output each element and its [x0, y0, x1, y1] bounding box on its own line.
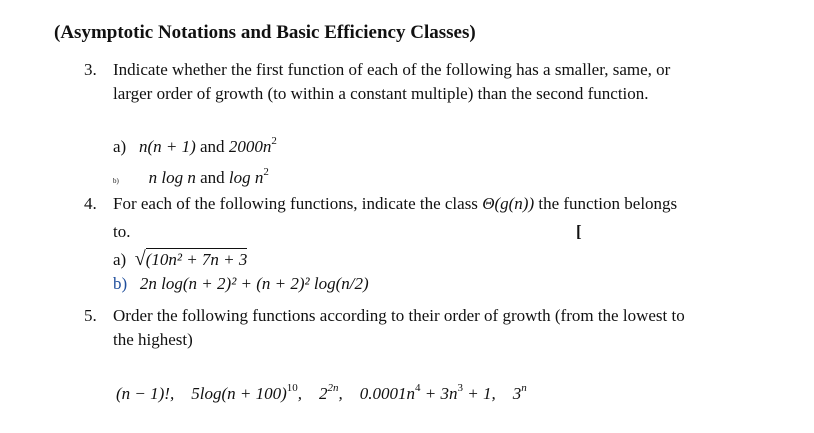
q4a-expr: (10n² + 7n + 3: [145, 250, 248, 269]
func-polynomial: $0.0001n^4 + 3n^3 + 1$,: [359, 382, 496, 403]
q3b-f2: $\log n^2$: [228, 166, 269, 187]
stray-bracket: [: [576, 222, 582, 241]
q5-number: 5.: [84, 306, 97, 325]
func-log-power: $5\log(n + 100)^{10}$,: [191, 382, 302, 403]
q3a-item: [113, 135, 277, 157]
q3b-and: and: [200, 168, 225, 187]
theta-notation: Θ(g(n)): [482, 194, 535, 213]
q3-line1: Indicate whether the first function of each of the following has a smaller, same, or: [113, 60, 671, 79]
q3b-label: b): [113, 177, 119, 185]
q4b-item: [113, 274, 369, 294]
func-factorial: (n − 1)!,: [116, 384, 175, 403]
q3b-item: [113, 166, 269, 188]
q5-functions: [116, 382, 527, 404]
q3a-label: a): [113, 137, 127, 156]
q5-line2: the highest): [113, 330, 193, 349]
q3b-f1: n log n: [148, 168, 196, 187]
func-double-exp: $2^{2n}$,: [319, 382, 343, 403]
q3-line2: larger order of growth (to within a constant multiple) than the second function.: [113, 84, 649, 103]
q3a-and: and: [200, 137, 225, 156]
section-heading: (Asymptotic Notations and Basic Efficiency Classes): [54, 22, 476, 43]
q4-line2: to.: [113, 222, 131, 241]
q4a-label: a): [113, 250, 127, 269]
q3a-f2: $2000n^2$: [228, 135, 277, 156]
q4-line1: For each of the following functions, indicate the class Θ(g(n)) the function belongs: [113, 194, 678, 213]
sqrt-icon: √: [134, 248, 146, 270]
q3a-f1: n(n + 1): [138, 137, 196, 156]
q4-number: 4.: [84, 194, 97, 213]
q3-number: 3.: [84, 60, 97, 79]
q4a-item: [113, 248, 247, 271]
func-exponential: 3$^n$: [512, 382, 527, 403]
q5-line1: Order the following functions according to their order of growth (from the lowest to: [113, 306, 685, 325]
q4b-label: b): [113, 274, 128, 293]
q4b-expr: 2n log(n + 2)² + (n + 2)² log(n/2): [139, 274, 369, 293]
